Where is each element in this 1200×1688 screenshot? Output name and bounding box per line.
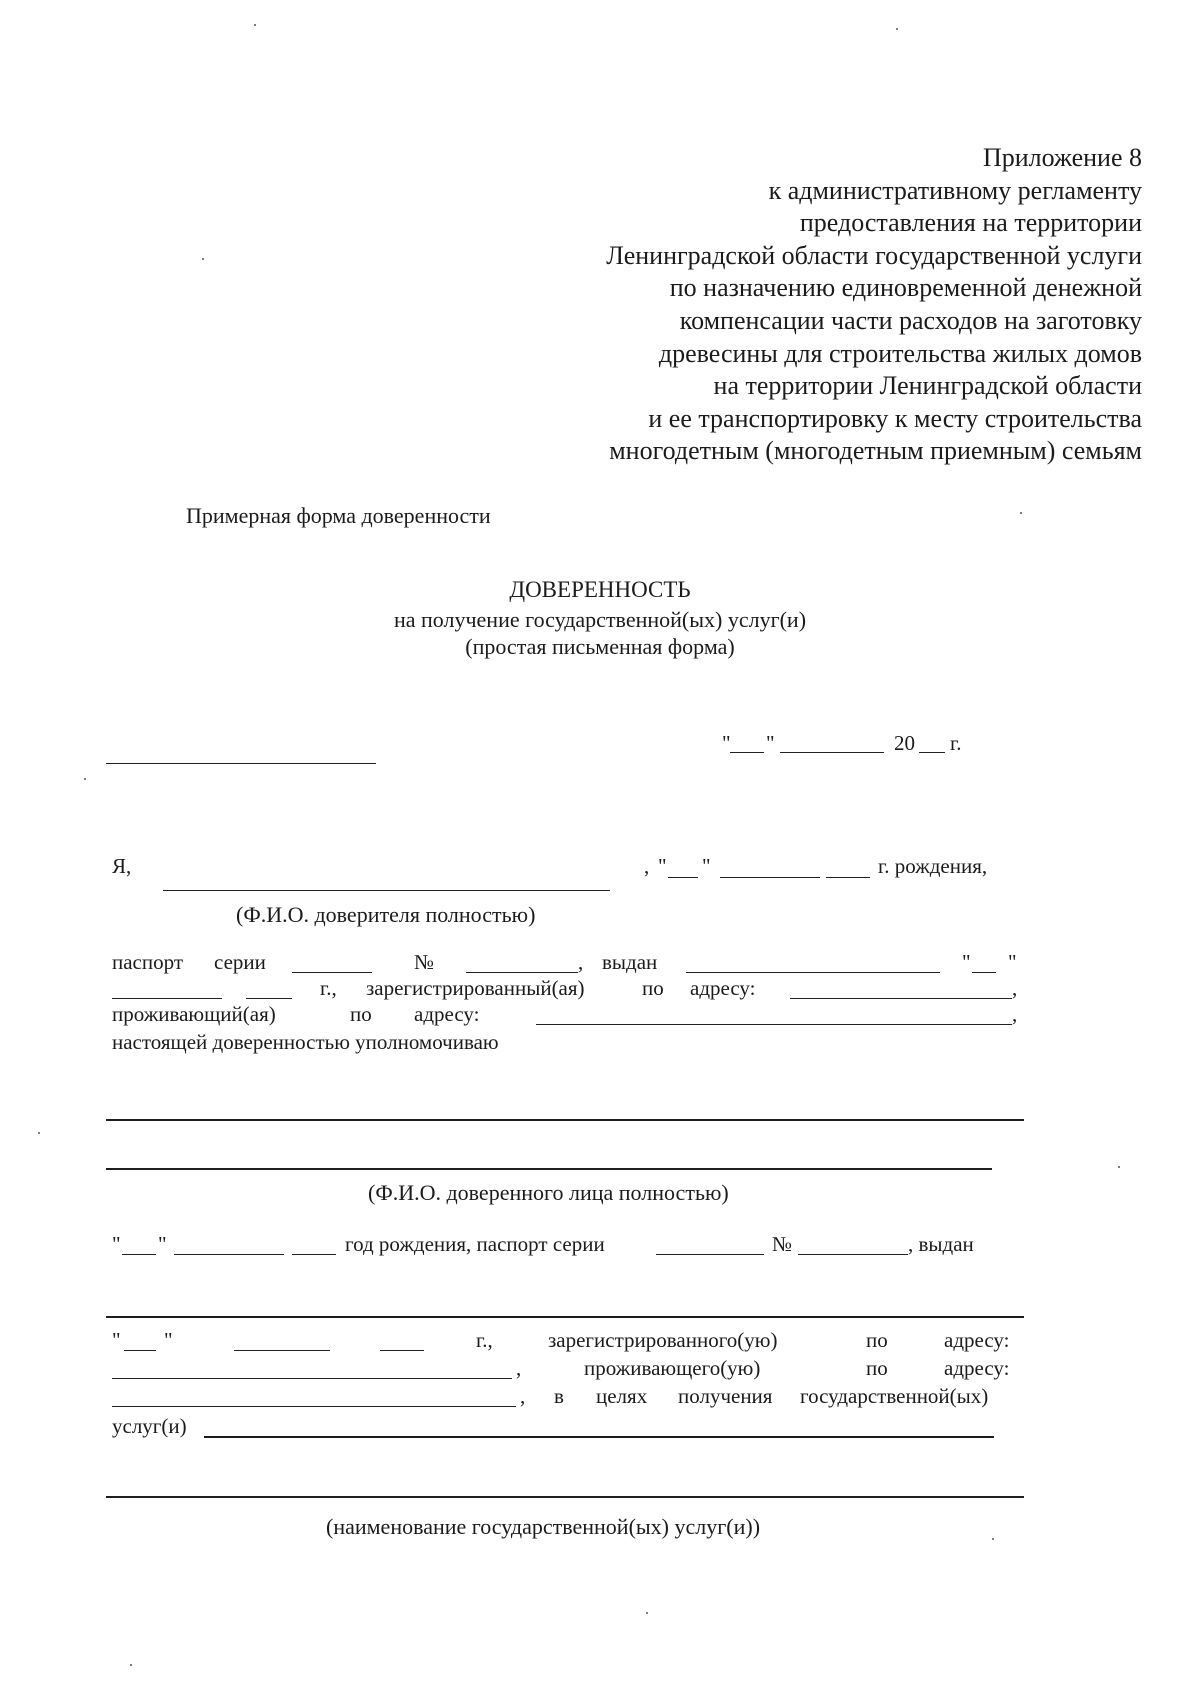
- header-line-3: предоставления на территории: [799, 208, 1142, 238]
- registered-label: зарегистрированный(ая): [366, 976, 585, 1000]
- passport-series-blank[interactable]: [292, 972, 372, 973]
- principal-name-blank[interactable]: [163, 890, 610, 891]
- agent-goal-word-1: в: [554, 1384, 564, 1408]
- passport-year-suffix: г.,: [320, 976, 337, 1000]
- agent-number-sign: №: [772, 1232, 793, 1256]
- agent-date-quote-open: ": [112, 1328, 121, 1352]
- agent-caption: (Ф.И.О. доверенного лица полностью): [368, 1180, 729, 1205]
- passport-date-quote-close: ": [1008, 950, 1017, 974]
- scan-speck: [1020, 512, 1022, 514]
- scan-speck: [1118, 1166, 1120, 1168]
- agent-registered-label: зарегистрированного(ую): [548, 1328, 778, 1352]
- agent-issuer-blank[interactable]: [106, 1316, 1024, 1318]
- scan-speck: [38, 1132, 40, 1134]
- principal-caption: (Ф.И.О. доверителя полностью): [236, 902, 536, 927]
- scan-speck: [896, 28, 898, 30]
- residing-label: проживающий(ая): [112, 1002, 276, 1026]
- residing-by: по: [350, 1002, 372, 1026]
- place-blank[interactable]: [106, 763, 376, 764]
- header-line-7: древесины для строительства жилых домов: [658, 338, 1142, 368]
- agent-year-suffix: г.,: [476, 1328, 493, 1352]
- agent-name-blank-1[interactable]: [106, 1119, 1024, 1121]
- principal-birth-day-blank[interactable]: [668, 877, 698, 878]
- residing-comma: ,: [1012, 1002, 1018, 1026]
- agent-goal-word-3: получения: [678, 1384, 773, 1408]
- passport-issuer-blank[interactable]: [686, 972, 940, 973]
- header-line-8: на территории Ленинградской области: [713, 371, 1142, 401]
- services-label: услуг(и): [112, 1414, 187, 1438]
- scan-speck: [646, 1612, 648, 1614]
- form-title: Примерная форма доверенности: [186, 503, 491, 528]
- agent-residing-address-label: адресу:: [944, 1356, 1010, 1380]
- agent-registered-comma: ,: [516, 1356, 522, 1380]
- principal-prefix: Я,: [112, 854, 132, 878]
- residing-address-label: адресу:: [414, 1002, 480, 1026]
- services-blank-2[interactable]: [106, 1496, 1024, 1498]
- header-line-5: по назначению единовременной денежной: [669, 273, 1142, 303]
- date-year-suffix: г.: [950, 731, 962, 755]
- agent-residing-address-blank[interactable]: [112, 1406, 516, 1407]
- agent-date-day-blank[interactable]: [124, 1350, 156, 1351]
- agent-birth-year-blank[interactable]: [292, 1254, 336, 1255]
- agent-name-blank-2[interactable]: [106, 1168, 992, 1170]
- header-line-2: к административному регламенту: [768, 175, 1142, 205]
- date-quote-close: ": [766, 731, 775, 755]
- header-line-4: Ленинградской области государственной услуги: [606, 240, 1142, 270]
- principal-birth-month-blank[interactable]: [720, 877, 820, 878]
- agent-date-quote-close: ": [164, 1328, 173, 1352]
- passport-label: паспорт: [112, 950, 184, 974]
- appendix-header: [422, 142, 1142, 468]
- passport-issued-label: выдан: [602, 950, 658, 974]
- agent-registered-address-label: адресу:: [944, 1328, 1010, 1352]
- agent-date-year-blank[interactable]: [380, 1350, 424, 1351]
- agent-issued-label: , выдан: [908, 1232, 974, 1256]
- scan-speck: [992, 1538, 994, 1540]
- agent-goal-word-4: государственной(ых): [800, 1384, 989, 1408]
- header-line-9: и ее транспортировку к месту строительства: [648, 403, 1142, 433]
- passport-date-month-blank[interactable]: [112, 998, 222, 999]
- passport-number-sign: №: [414, 950, 435, 974]
- agent-registered-by: по: [866, 1328, 888, 1352]
- doc-title: ДОВЕРЕННОСТЬ: [509, 577, 691, 602]
- agent-date-month-blank[interactable]: [234, 1350, 330, 1351]
- principal-quote-open: ": [658, 854, 667, 878]
- passport-comma: ,: [578, 950, 584, 974]
- passport-date-year-blank[interactable]: [246, 998, 292, 999]
- agent-goal-comma: ,: [520, 1384, 526, 1408]
- doc-subtitle: на получение государственной(ых) услуг(и): [393, 607, 807, 632]
- registered-by: по: [642, 976, 664, 1000]
- registered-address-blank[interactable]: [790, 998, 1012, 999]
- agent-birth-quote-close: ": [158, 1232, 167, 1256]
- agent-birth-day-blank[interactable]: [122, 1254, 156, 1255]
- header-line-10: многодетным (многодетным приемным) семьям: [609, 436, 1142, 466]
- agent-goal-word-2: целях: [596, 1384, 648, 1408]
- agent-residing-label: проживающего(ую): [584, 1356, 761, 1380]
- passport-date-quote-open: ": [962, 950, 971, 974]
- passport-date-day-blank[interactable]: [972, 972, 996, 973]
- scan-speck: [202, 258, 204, 260]
- scan-speck: [130, 1664, 132, 1666]
- services-caption: (наименование государственной(ых) услуг(и)): [326, 1514, 761, 1539]
- date-year-blank[interactable]: [919, 752, 945, 753]
- scan-speck: [254, 24, 256, 26]
- residing-address-blank[interactable]: [536, 1024, 1012, 1025]
- services-blank-1[interactable]: [204, 1436, 994, 1438]
- principal-birth-label: г. рождения,: [878, 854, 988, 878]
- header-line-1: Приложение 8: [982, 143, 1142, 172]
- header-line-6: компенсации части расходов на заготовку: [679, 305, 1142, 335]
- scan-speck: [84, 778, 86, 780]
- principal-comma: ,: [644, 854, 650, 878]
- passport-series-label: серии: [214, 950, 266, 974]
- principal-birth-year-blank[interactable]: [826, 877, 870, 878]
- registered-address-label: адресу:: [690, 976, 756, 1000]
- agent-birth-quote-open: ": [112, 1232, 121, 1256]
- passport-number-blank[interactable]: [466, 972, 578, 973]
- date-quote-open: ": [722, 731, 731, 755]
- agent-birth-text: год рождения, паспорт серии: [345, 1232, 605, 1256]
- principal-quote-close: ": [702, 854, 711, 878]
- agent-birth-month-blank[interactable]: [174, 1254, 284, 1255]
- agent-residing-by: по: [866, 1356, 888, 1380]
- agent-registered-address-blank[interactable]: [112, 1378, 512, 1379]
- registered-comma: ,: [1012, 976, 1018, 1000]
- date-month-blank[interactable]: [780, 752, 884, 753]
- date-year-prefix: 20: [894, 731, 915, 755]
- agent-passport-series-blank[interactable]: [656, 1254, 764, 1255]
- agent-passport-number-blank[interactable]: [798, 1254, 908, 1255]
- date-day-blank[interactable]: [730, 752, 764, 753]
- authorize-text: настоящей доверенностью уполномочиваю: [112, 1030, 499, 1054]
- doc-form-type: (простая письменная форма): [465, 634, 735, 659]
